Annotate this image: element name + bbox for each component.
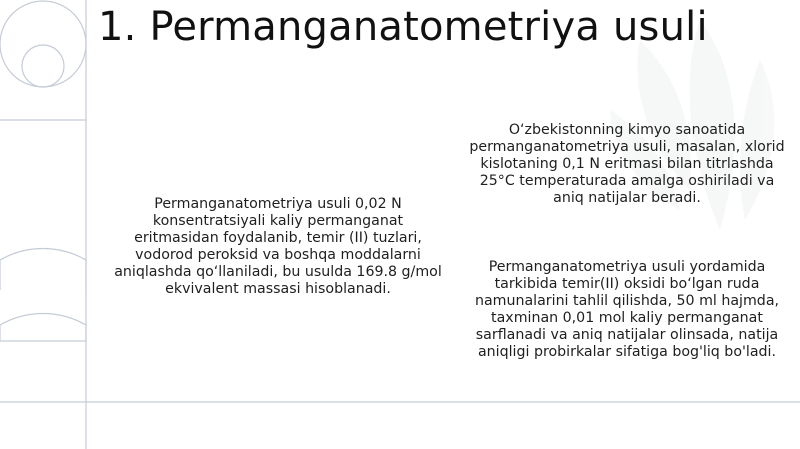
right-bottom-text-line: aniqligi probirkalar sifatiga bog'liq bo'ladi. (477, 344, 776, 360)
right-bottom-text-line: Permanganatometriya usuli yordamida (488, 259, 766, 275)
right-top-text-line: aniq natijalar beradi. (553, 190, 701, 206)
lower-arch (0, 313, 86, 341)
left-text-line: eritmasidan foydalanib, temir (II) tuzlari, (134, 230, 422, 246)
right-bottom-text-line: tarkibida temir(II) oksidi bo‘lgan ruda (494, 276, 760, 292)
left-text-line: konsentratsiyali kaliy permanganat (152, 213, 404, 229)
left-text-line: ekvivalent massasi hisoblanadi. (165, 281, 391, 297)
right-bottom-text-block (464, 259, 790, 361)
right-top-text-line: kislotaning 0,1 N eritmasi bilan titrlashda (480, 156, 774, 172)
slide-title: 1. Permanganatometriya usuli (98, 4, 708, 50)
left-text-block (110, 196, 446, 298)
right-bottom-text-line: taxminan 0,01 mol kaliy permanganat (491, 310, 763, 326)
right-bottom-text-line: namunalarini tahlil qilishda, 50 ml hajmda, (474, 293, 780, 309)
left-text-line: aniqlashda qo‘llaniladi, bu usulda 169.8 g/mol (114, 264, 442, 280)
right-top-text-line: 25°C temperaturada amalga oshiriladi va (479, 173, 775, 189)
right-top-text-line: permanganatometriya usuli, masalan, xlorid (469, 139, 785, 155)
upper-arch (0, 248, 86, 290)
top-circle (0, 1, 86, 87)
left-text-line: vodorod peroksid va boshqa moddalarni (135, 247, 421, 263)
inner-circle (22, 45, 64, 87)
right-top-text-block (462, 122, 792, 207)
right-top-text-line: O‘zbekistonning kimyo sanoatida (508, 122, 746, 138)
right-bottom-text-line: sarflanadi va aniq natijalar olinsada, natija (475, 327, 779, 343)
left-text-line: Permanganatometriya usuli 0,02 N (154, 196, 402, 212)
